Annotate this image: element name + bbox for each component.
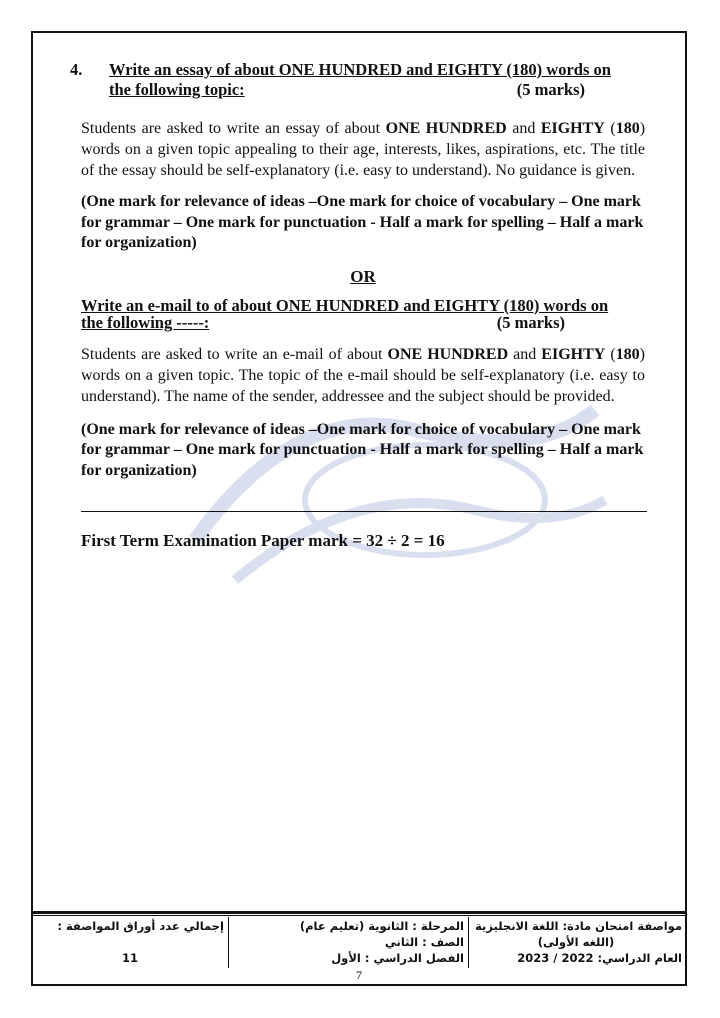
essay-criteria: (One mark for relevance of ideas –One mark for choice of vocabulary – One mark for grammar – One mark for punctuation - Half a mark for spelling – Half a mark for organization) xyxy=(81,193,644,251)
email-description xyxy=(81,344,645,407)
text-run: ) words on a given topic. The topic of the e-mail should be self-explanatory (i.e. easy to understand). The name of the sender, addressee and the subject should be provided. xyxy=(81,345,645,405)
footer-subject: مواصفة امتحان مادة: اللغة الانجليزية xyxy=(475,919,682,933)
footer-rule xyxy=(33,911,685,914)
text-run: Students are asked to write an essay of about xyxy=(81,120,386,137)
question-heading xyxy=(70,60,645,100)
bold-run: 180 xyxy=(615,345,640,363)
footer-language: (اللغه الأولى) xyxy=(537,935,615,949)
footer-pages-info xyxy=(36,918,224,970)
footer-separator xyxy=(468,917,469,968)
text-run: ) words on a given topic appealing to their age, interests, likes, aspirations, etc. The title of the essay should be self-explanatory (i.e. easy to understand). No guidance is given. xyxy=(81,120,646,179)
email-title-line2: the following -----: xyxy=(81,312,210,332)
question-marks: (5 marks) xyxy=(516,80,585,99)
question-number: 4. xyxy=(70,60,83,79)
essay-description xyxy=(81,118,645,181)
section-divider xyxy=(81,511,647,512)
footer-grade: الصف : الثاني xyxy=(384,935,464,949)
bold-run: EIGHTY xyxy=(540,120,605,137)
footer-stage: المرحلة : الثانوية (تعليم عام) xyxy=(299,919,464,933)
page-number: 7 xyxy=(356,968,362,982)
text-run: Students are asked to write an e-mail of about xyxy=(81,345,388,363)
bold-run: 180 xyxy=(615,120,640,137)
footer-stage-info xyxy=(232,918,464,970)
footer-separator xyxy=(228,917,229,968)
text-run: and xyxy=(508,345,542,363)
footer-pages-count: 11 xyxy=(121,951,138,965)
bold-run: ONE HUNDRED xyxy=(385,120,507,137)
footer-year: العام الدراسي: 2022 / 2023 xyxy=(517,951,682,965)
footer-term: الفصل الدراسي : الأول xyxy=(331,951,464,965)
text-run: and xyxy=(506,120,541,137)
footer-pages-label: إجمالي عدد أوراق المواصفة : xyxy=(57,919,224,933)
bold-run: ONE HUNDRED xyxy=(387,345,509,363)
email-heading xyxy=(81,297,645,331)
bold-run: EIGHTY xyxy=(541,345,606,363)
final-mark: First Term Examination Paper mark = 32 ÷ 2 = 16 xyxy=(81,531,445,550)
text-run: ( xyxy=(605,345,616,363)
question-section xyxy=(70,60,646,481)
email-title-line1a: Write an e-mail to of about ONE HUNDRED xyxy=(81,295,400,315)
email-marks: (5 marks) xyxy=(496,312,565,332)
question-title-line1: Write an essay of about ONE HUNDRED and EIGHTY (180) words on xyxy=(109,60,611,79)
footer-subject-info xyxy=(470,918,682,970)
text-run: ( xyxy=(604,120,616,137)
or-label: OR xyxy=(350,266,376,286)
email-criteria: (One mark for relevance of ideas –One mark for choice of vocabulary – One mark for grammar – One mark for punctuation - Half a mark for spelling – Half a mark for organization) xyxy=(81,420,644,479)
footer-rule-thin xyxy=(33,915,685,916)
email-title-line1b: and EIGHTY (180) words on xyxy=(399,295,609,315)
question-title-line2: the following topic: xyxy=(109,80,245,99)
